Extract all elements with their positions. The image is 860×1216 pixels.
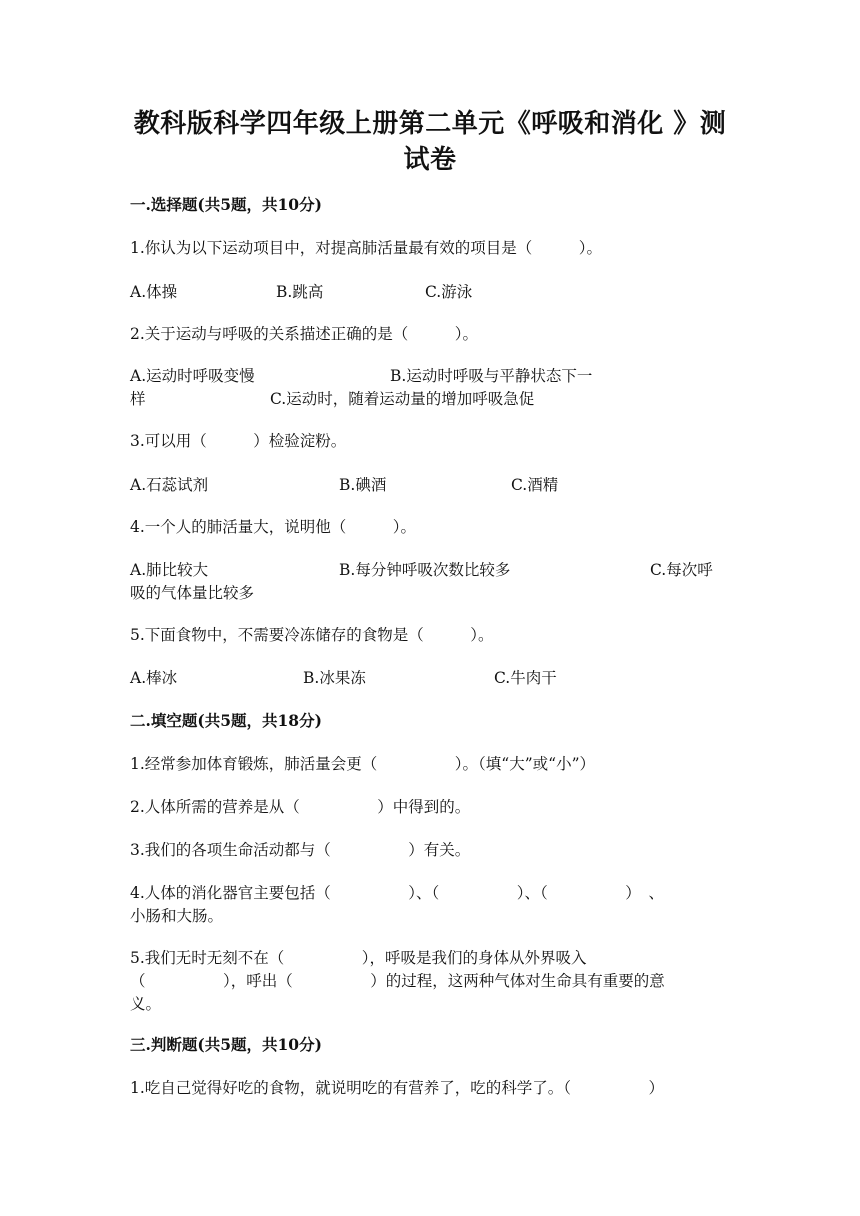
question-text: 4.人体的消化器官主要包括（ ）、（ ）、（ ） 、: [130, 884, 665, 902]
option-continued: 吸的气体量比较多: [130, 584, 255, 602]
option: C.酒精: [511, 476, 559, 494]
question-text: 2.人体所需的营养是从（ ）中得到的。: [130, 798, 471, 816]
option: B.跳高: [276, 283, 324, 301]
option: A.棒冰: [130, 669, 178, 687]
question-text: 5.下面食物中，不需要冷冻储存的食物是（ ）。: [130, 626, 494, 644]
question-text: 1.经常参加体育锻炼，肺活量会更（ ）。（填“大”或“小”）: [130, 755, 595, 773]
question-text: 1.你认为以下运动项目中，对提高肺活量最有效的项目是（ ）。: [130, 239, 603, 257]
option: C.每次呼: [650, 561, 713, 579]
question-text: 5.我们无时无刻不在（ ），呼吸是我们的身体从外界吸入: [130, 949, 587, 967]
question-text-continued: （ ），呼出（ ）的过程，这两种气体对生命具有重要的意: [130, 972, 665, 990]
question-text-continued: 义。: [130, 995, 162, 1013]
section-heading-choice: 一.选择题(共5题，共10分): [130, 195, 322, 214]
page-title: 教科版科学四年级上册第二单元《呼吸和消化 》测: [133, 109, 727, 139]
page-title-continued: 试卷: [403, 145, 457, 175]
question-text: 1.吃自己觉得好吃的食物，就说明吃的有营养了，吃的科学了。（ ）: [130, 1079, 665, 1097]
question-text: 4.一个人的肺活量大，说明他（ ）。: [130, 518, 417, 536]
section-heading-fill: 二.填空题(共5题，共18分): [130, 711, 322, 730]
option: A.运动时呼吸变慢: [130, 367, 255, 385]
question-text-continued: 小肠和大肠。: [130, 907, 224, 925]
option: C.牛肉干: [494, 669, 557, 687]
option: A.体操: [130, 283, 178, 301]
option: B.冰果冻: [303, 669, 366, 687]
option: B.运动时呼吸与平静状态下一: [390, 367, 593, 385]
option: B.碘酒: [339, 476, 387, 494]
question-text: 3.我们的各项生命活动都与（ ）有关。: [130, 841, 471, 859]
question-text: 2.关于运动与呼吸的关系描述正确的是（ ）。: [130, 325, 479, 343]
option: A.石蕊试剂: [130, 476, 209, 494]
question-text: 3.可以用（ ）检验淀粉。: [130, 432, 347, 450]
option: B.每分钟呼吸次数比较多: [339, 561, 511, 579]
option-continued: 样: [130, 390, 146, 408]
option: A.肺比较大: [130, 561, 209, 579]
option: C.游泳: [425, 283, 473, 301]
section-heading-judge: 三.判断题(共5题，共10分): [130, 1035, 322, 1054]
option: C.运动时，随着运动量的增加呼吸急促: [270, 390, 535, 408]
